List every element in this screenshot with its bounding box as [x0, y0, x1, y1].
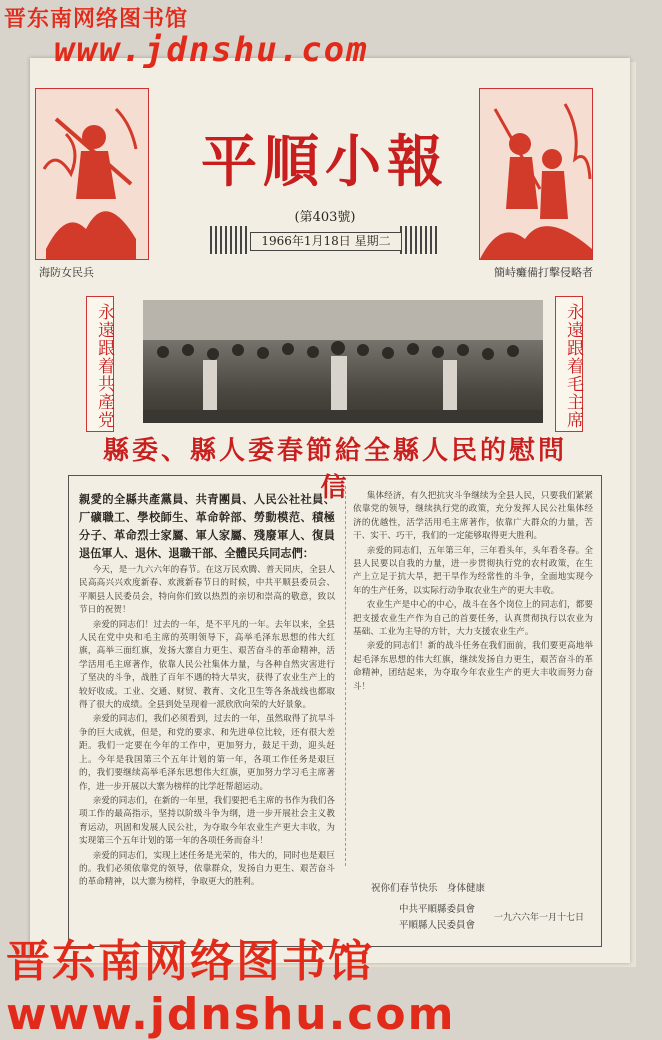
letter-salutation: 親愛的全縣共產黨員、共青團員、人民公社社員、厂礦職工、學校師生、革命幹部、勞動模范、積極分子、革命烈士家屬、軍人家屬、殘廢軍人、復員退伍軍人、退休、退職干部、全體民兵同志們：	[79, 492, 335, 560]
letter-column-left	[79, 490, 335, 891]
letter-paragraph: 亲爱的同志们，五年第三年，三年看头年，头年看冬春。全县人民要以自我的力量，进一步贯彻执行党的农村政策，在生产上立足于抗大旱，把干旱作为经常性的斗争，全面地实现今年的生产任务，以实际行动争取农业生产的更大丰收。	[353, 545, 593, 596]
flag-left-decoration	[210, 226, 250, 254]
crowd-photo	[143, 300, 543, 423]
caption-right: 簡峙癱備打擊侵略者	[494, 266, 593, 279]
watermark-bottom: 晋东南网络图书馆www.jdnshu.com	[6, 936, 456, 1040]
letter-date: 一九六六年一月十七日	[494, 913, 585, 923]
date-band	[220, 226, 430, 254]
papercut-left-art	[36, 89, 148, 259]
letter-column-right	[353, 490, 593, 695]
letter-paragraph: 亲爱的同志们，实现上述任务是光荣的，伟大的，同时也是艰巨的。我们必须依靠党的领导，依靠群众，发扬自力更生、艰苦奋斗的革命精神，以大寨为榜样，争取更大的胜利。	[79, 850, 335, 888]
letter-paragraph: 集体经济，有久把抗灾斗争继续为全县人民，只要我们紧紧依靠党的领导，继续执行党的政策，充分发挥人民公社集体经济的优越性，活学活用毛主席著作，依靠广大群众的力量，苦干、实干、巧干，我们的一定能够取得更大胜利。	[353, 491, 593, 542]
watermark-top: 晋东南网络图书馆	[4, 7, 189, 32]
crowd-photo-art	[143, 300, 543, 423]
masthead	[35, 88, 593, 298]
letter-closing: 祝你们春节快乐 身体健康	[371, 883, 486, 894]
letter-paragraph: 农业生产是中心的中心，战斗在各个岗位上的同志们，都要把支援农业生产作为自己的首要任务，认真贯彻执行以农业为基础、工业为主导的方针，大力支援农业生产。	[353, 600, 593, 638]
banner-left: 永遠跟着共產党	[86, 296, 114, 432]
letter-paragraph: 亲爱的同志们！过去的一年，是不平凡的一年。去年以来，全县人民在党中央和毛主席的英明领导下，高举毛泽东思想的伟大红旗，高举三面红旗，发扬大寨自力更生、艰苦奋斗的革命精神，活学活用毛主席著作，依靠人民公社集体力量，与各种自然灾害进行了坚决的斗争，战胜了百年不遇的特大旱灾，获得了农业生产上的较好收成。工业、交通、财贸、教育、文化卫生等各条战线也都取得了很大的成绩。全县到处呈现着一派欣欣向荣的大好景象。	[79, 619, 335, 711]
banner-right: 永遠跟着毛主席	[555, 296, 583, 432]
letter-paragraph: 亲爱的同志们，我们必须看到，过去的一年，虽然取得了抗旱斗争的巨大成就，但是，和党的要求、和先进单位比较，还有很大差距。我们一定要在今年的工作中，更加努力，鼓足干劲，迎头赶上。今年是我国第三个五年计划的第一年，各项工作任务是艰巨的，我们要继续高举毛泽东思想伟大红旗，更加努力学习毛主席著作，进一步开展以大寨为榜样的比学赶帮超运动。	[79, 714, 335, 792]
letter-paragraph: 亲爱的同志们！新的战斗任务在我们面前，我们要更高地举起毛泽东思想的伟大红旗，继续发扬自力更生，艰苦奋斗的革命精神，团结起来，为夺取今年农业生产的更大丰收而努力奋斗！	[353, 641, 593, 692]
papercut-militia-woman	[35, 88, 149, 260]
caption-left: 海防女民兵	[39, 266, 94, 279]
flag-right-decoration	[400, 226, 440, 254]
issue-number: (第403號)	[294, 210, 356, 225]
signatory-people-committee: 平順縣人民委員會	[399, 920, 476, 931]
column-divider	[345, 486, 346, 866]
letter-article	[68, 475, 602, 947]
newspaper-title: 平順小報	[201, 129, 449, 195]
letter-paragraph: 亲爱的同志们，在新的一年里，我们要把毛主席的书作为我们各项工作的最高指示，坚持以阶级斗争为纲，进一步开展社会主义教育运动，巩固和发展人民公社，为夺取今年农业生产更大丰收，为实现第三个五年计划的第一年的各项任务而奋斗！	[79, 795, 335, 847]
issue-date: 1966年1月18日 星期二	[250, 232, 402, 251]
letter-paragraph: 今天，是一九六六年的春节。在这万民欢腾、普天同庆，全县人民高高兴兴欢度新春、欢渡新春节日的时候，中共平顺县委员会、平顺县人民委员会，特向你们致以热烈的亲切和崇高的敬意，致以节日的祝贺！	[79, 565, 335, 616]
papercut-soldiers	[479, 88, 593, 260]
papercut-right-art	[480, 89, 592, 259]
signatory-party-committee: 中共平順縣委員會	[399, 904, 476, 915]
headline: 縣委、縣人委春節給全縣人民的慰問信	[102, 436, 567, 503]
watermark-url: www.jdnshu.com	[54, 30, 369, 70]
